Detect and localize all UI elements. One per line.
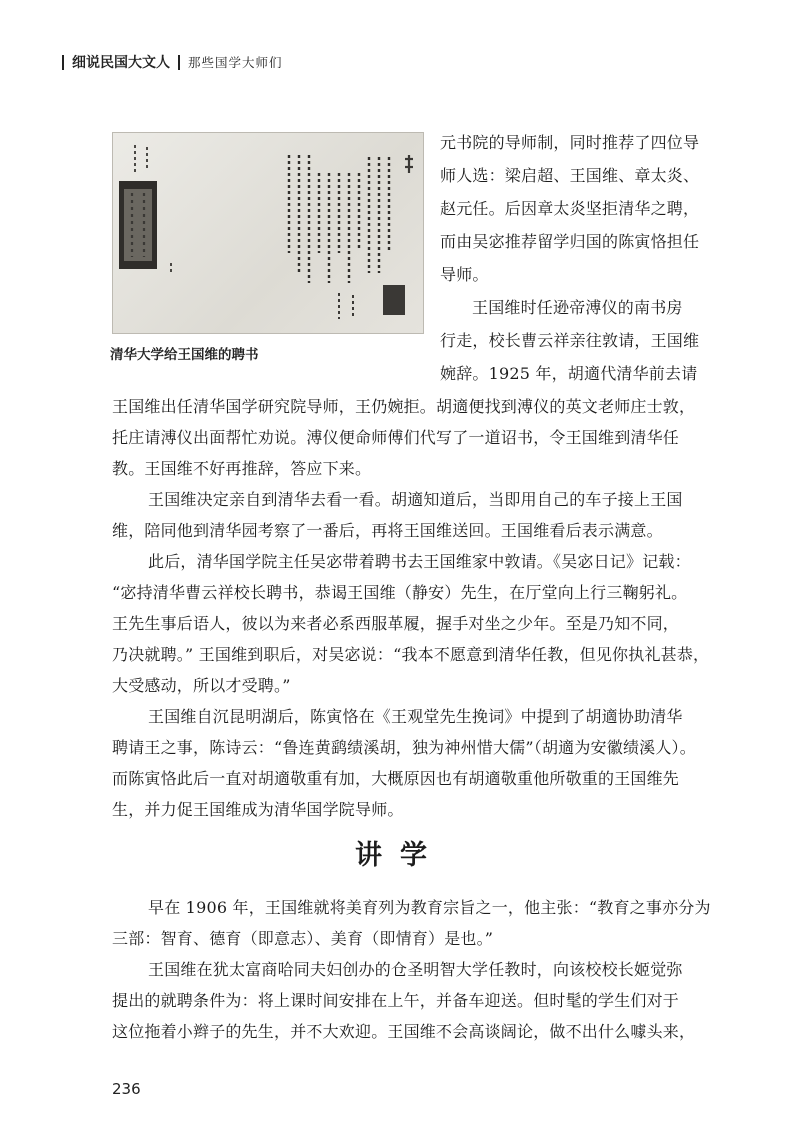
text-line: 此后，清华国学院主任吴宓带着聘书去王国维家中敦请。《吴宓日记》记载： <box>148 552 691 571</box>
appointment-letter-image <box>112 132 424 334</box>
text-line: 维，陪同他到清华园考察了一番后，再将王国维送回。王国维看后表示满意。 <box>112 521 663 540</box>
document-text-columns <box>289 155 389 283</box>
text-line: 生，并力促王国维成为清华国学院导师。 <box>112 800 404 819</box>
page-number: 236 <box>112 1080 141 1098</box>
date-characters <box>339 293 353 319</box>
text-line: 早在 1906 年，王国维就将美育列为教育宗旨之一，他主张：“教育之事亦分为 <box>148 898 711 917</box>
text-line: 托庄请溥仪出面帮忙劝说。溥仪便命师傅们代写了一道诏书，令王国维到清华任 <box>112 428 680 447</box>
text-line: 元书院的导师制，同时推荐了四位导 <box>440 133 700 152</box>
header-divider <box>62 55 64 70</box>
text-line: 这位拖着小辫子的先生，并不大欢迎。王国维不会高谈阔论，做不出什么噱头来， <box>112 1022 696 1041</box>
text-line: 婉辞。1925 年，胡適代清华前去请 <box>440 364 698 383</box>
appointment-letter-illustration <box>113 133 423 333</box>
text-line: 王先生事后语人，彼以为来者必系西服革履，握手对坐之少年。至是乃知不同， <box>112 614 680 633</box>
text-line: 师人选：梁启超、王国维、章太炎、 <box>440 166 700 185</box>
text-line: 王国维在犹太富商哈同夫妇创办的仓圣明智大学任教时，向该校校长姬觉弥 <box>148 960 683 979</box>
heading-characters <box>405 155 413 173</box>
text-line: 聘请王之事，陈诗云：“鲁连黄鹞绩溪胡，独为神州惜大儒”（胡適为安徽绩溪人）。 <box>112 738 696 757</box>
figure-caption: 清华大学给王国维的聘书 <box>110 347 259 363</box>
text-line: 而陈寅恪此后一直对胡適敬重有加，大概原因也有胡適敬重他所敬重的王国维先 <box>112 769 680 788</box>
text-line: 王国维决定亲自到清华去看一看。胡適知道后，当即用自己的车子接上王国 <box>148 490 683 509</box>
text-line: 王国维自沉昆明湖后，陈寅恪在《王观堂先生挽词》中提到了胡適协助清华 <box>148 707 683 726</box>
text-line: 教。王国维不好再推辞，答应下来。 <box>112 459 372 478</box>
text-line: “宓持清华曹云祥校长聘书，恭谒王国维（静安）先生，在厅堂向上行三鞠躬礼。 <box>112 583 688 602</box>
running-header <box>62 52 283 72</box>
text-line: 行走，校长曹云祥亲往敦请，王国维 <box>440 331 700 350</box>
text-line: 大受感动，所以才受聘。” <box>112 676 291 695</box>
text-line: 王国维出任清华国学研究院导师，王仍婉拒。胡適便找到溥仪的英文老师庄士敦， <box>112 397 696 416</box>
text-line: 乃决就聘。” 王国维到职后，对吴宓说：“我本不愿意到清华任教，但见你执礼甚恭， <box>112 645 710 664</box>
header-divider <box>178 55 180 70</box>
book-title: 细说民国大文人 <box>72 55 170 71</box>
seal-inner <box>124 189 152 261</box>
section-heading: 讲学 <box>355 840 445 871</box>
text-line: 提出的就聘条件为：将上课时间安排在上午，并备车迎送。但时髦的学生们对于 <box>112 991 680 1010</box>
text-line: 王国维时任逊帝溥仪的南书房 <box>472 298 683 317</box>
signature-seal <box>383 285 405 315</box>
text-line: 三部：智育、德育（即意志）、美育（即情育）是也。” <box>112 929 494 948</box>
text-line: 赵元任。后因章太炎坚拒清华之聘， <box>440 199 700 218</box>
series-title: 那些国学大师们 <box>188 55 283 70</box>
text-line: 而由吴宓推荐留学归国的陈寅恪担任 <box>440 232 700 251</box>
text-line: 导师。 <box>440 265 489 284</box>
